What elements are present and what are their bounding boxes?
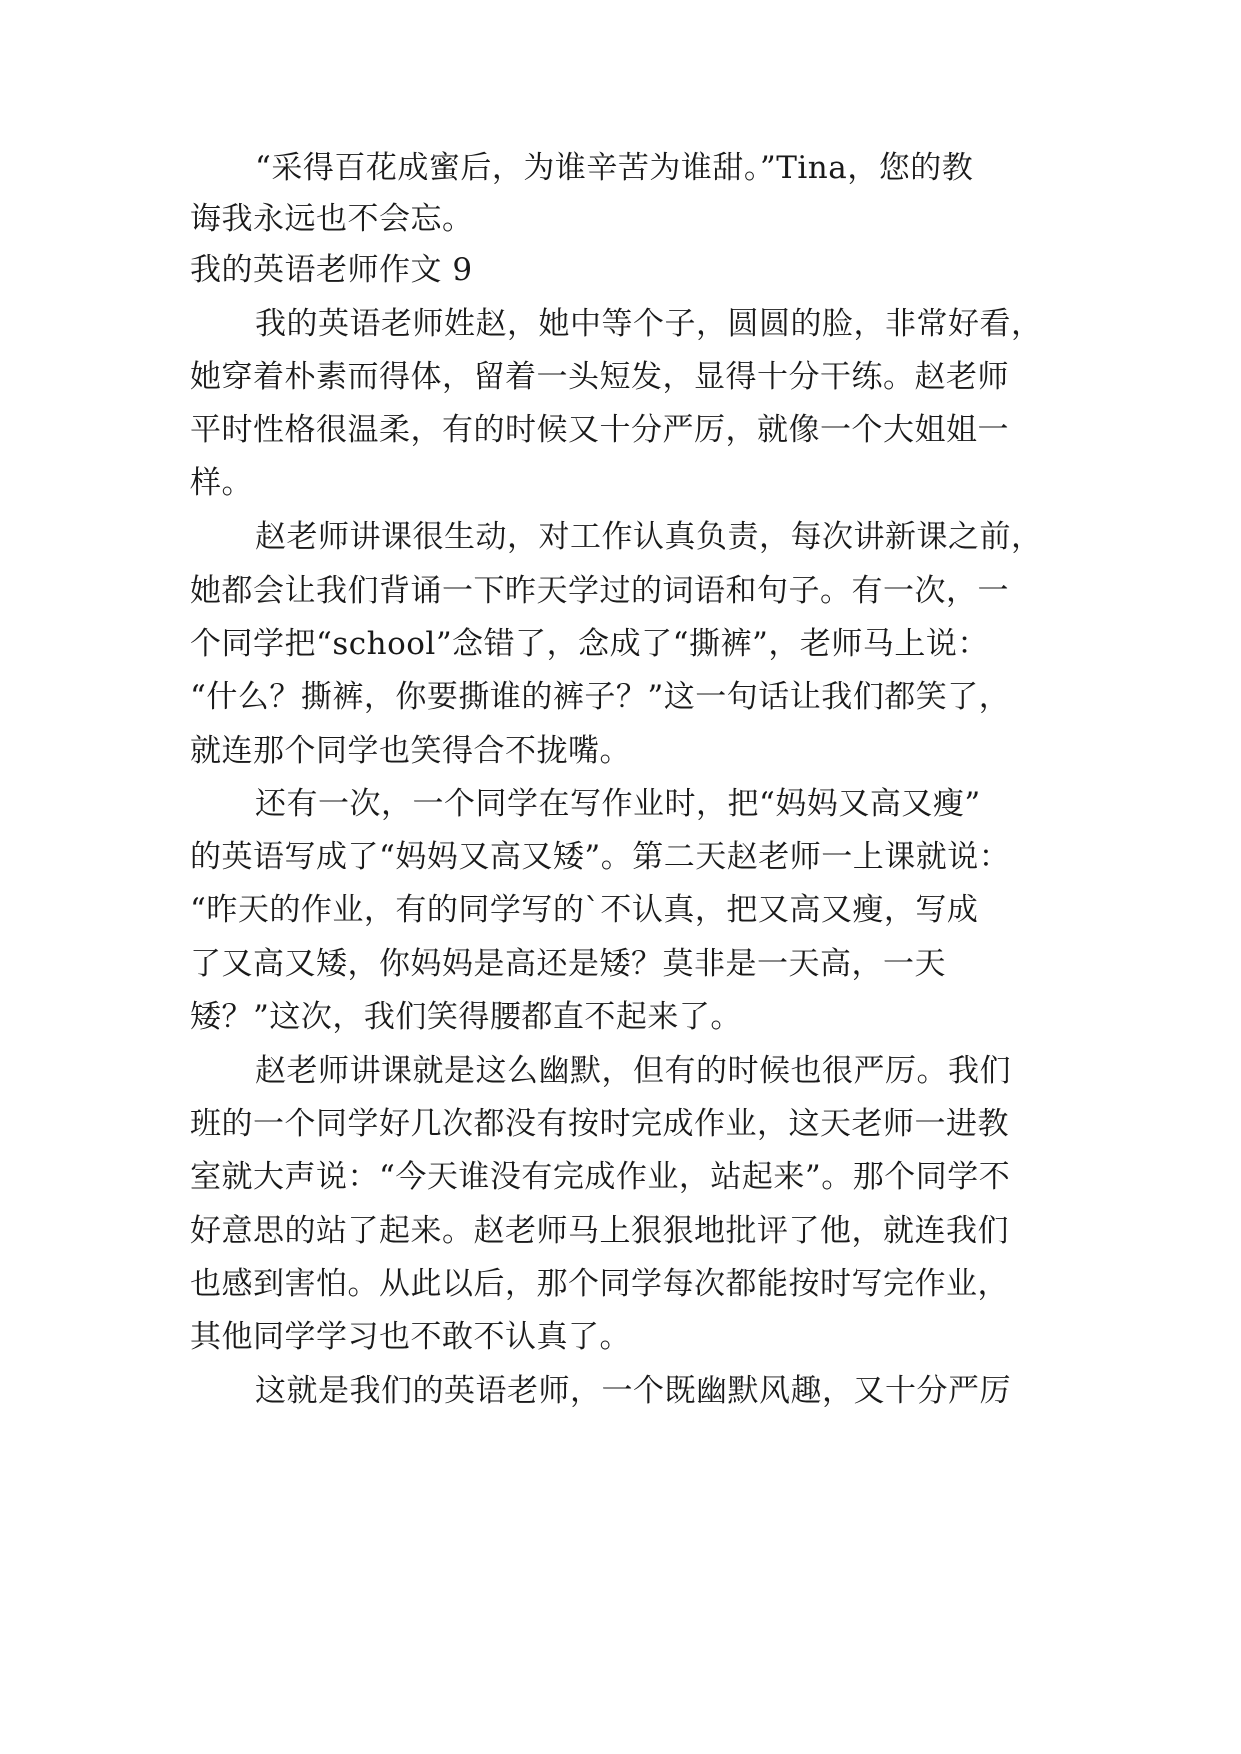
text-line: 样。 bbox=[190, 465, 253, 501]
text-line: “昨天的作业，有的同学写的`不认真，把又高又瘦，写成 bbox=[190, 892, 979, 928]
text-line: 诲我永远也不会忘。 bbox=[190, 201, 474, 237]
text-line: 这就是我们的英语老师，一个既幽默风趣，又十分严厉 bbox=[255, 1373, 1011, 1409]
text-line: 她穿着朴素而得体，留着一头短发，显得十分干练。赵老师 bbox=[190, 359, 1009, 395]
text-line: 矮？”这次，我们笑得腰都直不起来了。 bbox=[190, 999, 742, 1035]
text-line: 赵老师讲课就是这么幽默，但有的时候也很严厉。我们 bbox=[255, 1053, 1011, 1089]
text-line: 其他同学学习也不敢不认真了。 bbox=[190, 1319, 631, 1355]
section-heading: 我的英语老师作文 9 bbox=[190, 252, 473, 288]
text-line: 赵老师讲课很生动，对工作认真负责，每次讲新课之前， bbox=[255, 519, 1043, 555]
text-line: “采得百花成蜜后，为谁辛苦为谁甜。”Tina，您的教 bbox=[255, 150, 974, 186]
text-line: 就连那个同学也笑得合不拢嘴。 bbox=[190, 733, 631, 769]
text-line: 也感到害怕。从此以后，那个同学每次都能按时写完作业， bbox=[190, 1266, 1009, 1302]
text-line: 班的一个同学好几次都没有按时完成作业，这天老师一进教 bbox=[190, 1106, 1009, 1142]
text-line: 了又高又矮，你妈妈是高还是矮？莫非是一天高，一天 bbox=[190, 946, 946, 982]
text-line: “什么？撕裤，你要撕谁的裤子？”这一句话让我们都笑了， bbox=[190, 679, 1011, 715]
text-line: 个同学把“school”念错了，念成了“撕裤”，老师马上说： bbox=[190, 626, 989, 662]
text-line: 平时性格很温柔，有的时候又十分严厉，就像一个大姐姐一 bbox=[190, 412, 1009, 448]
text-line: 的英语写成了“妈妈又高又矮”。第二天赵老师一上课就说： bbox=[190, 839, 1011, 875]
text-line: 室就大声说：“今天谁没有完成作业，站起来”。那个同学不 bbox=[190, 1159, 1011, 1195]
text-line: 我的英语老师姓赵，她中等个子，圆圆的脸，非常好看， bbox=[255, 306, 1043, 342]
text-line: 好意思的站了起来。赵老师马上狠狠地批评了他，就连我们 bbox=[190, 1213, 1009, 1249]
text-line: 她都会让我们背诵一下昨天学过的词语和句子。有一次，一 bbox=[190, 573, 1009, 609]
text-line: 还有一次，一个同学在写作业时，把“妈妈又高又瘦” bbox=[255, 786, 981, 822]
